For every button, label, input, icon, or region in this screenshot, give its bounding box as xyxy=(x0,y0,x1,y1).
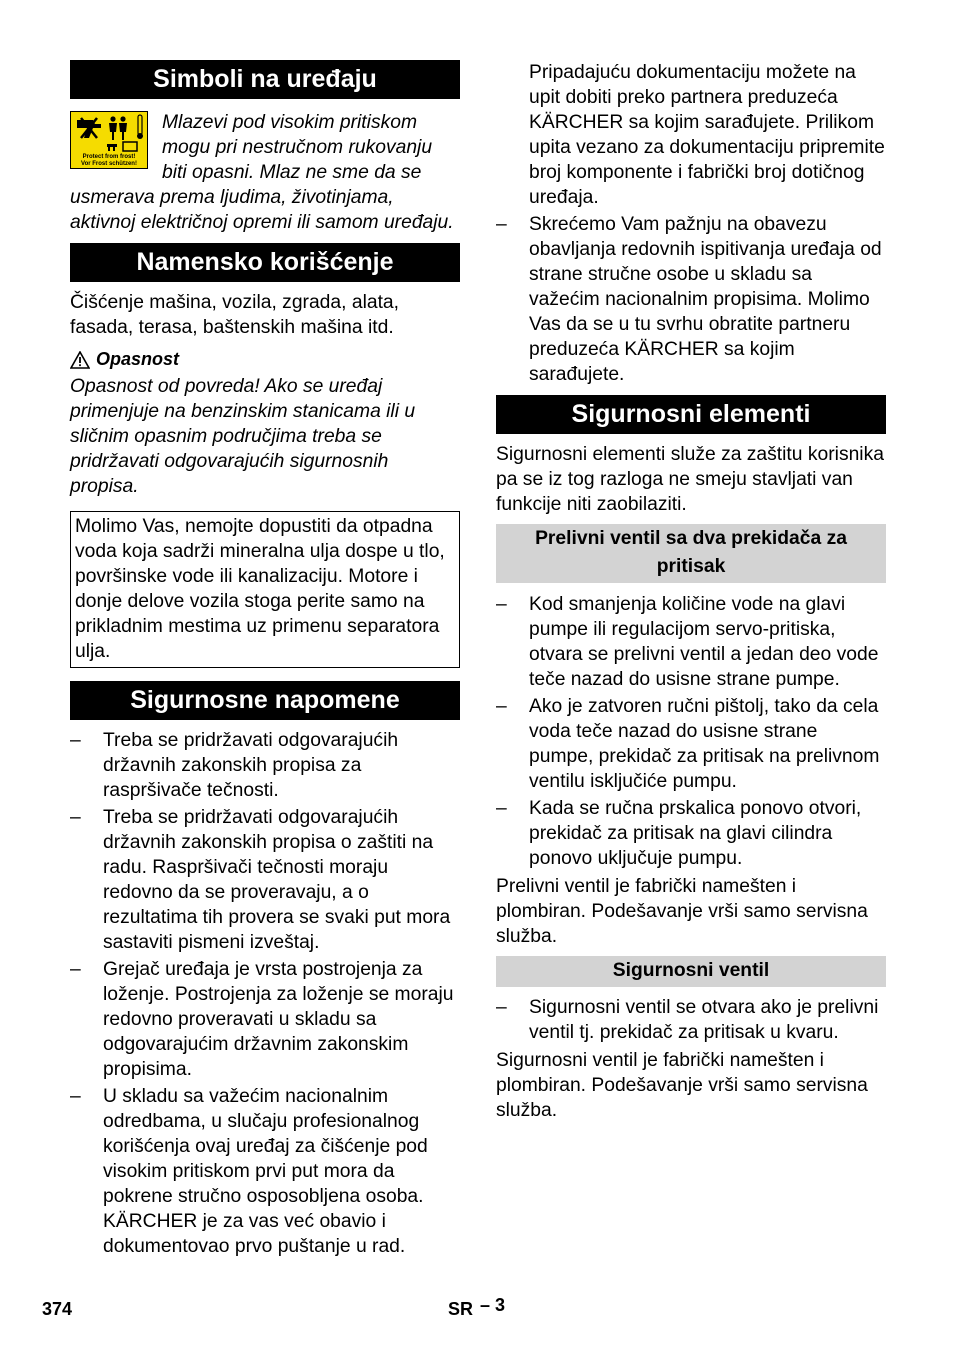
environment-note-box xyxy=(70,511,460,668)
list-item: – Kada se ručna prskalica ponovo otvori, prekidač za pritisak na glavi cilindra ponovo uključuje pumpu. xyxy=(496,798,862,869)
safety-elements-heading: Sigurnosni elementi xyxy=(496,395,886,434)
safety-valve-text: Sigurnosni ventil je fabrički namešten i plombiran. Podešavanje vrši samo servisna služba. xyxy=(496,1050,868,1121)
language-code: SR xyxy=(448,1299,474,1319)
safety-notes-heading: Sigurnosne napomene xyxy=(70,681,460,720)
safety-valve-heading: Sigurnosni ventil xyxy=(496,956,886,987)
symbols-text: Mlazevi pod visokim pritiskom mogu pri nestručnom rukovanju biti opasni. Mlaz ne sme da se usmerava prema ljudima, životinjama, aktivnoj električnoj opremi ili samom uređaju. xyxy=(70,112,454,233)
device-warning-sticker xyxy=(70,111,148,169)
danger-label-row xyxy=(70,347,460,372)
right-column xyxy=(496,60,886,1123)
footer-label xyxy=(448,1297,505,1322)
list-item: – U skladu sa važećim nacionalnim odredbama, u slučaju profesionalnog korišćenja ovaj uređaj za čišćenje pod visokim pritiskom prvi put mora da pokrene stručno osposobljena osoba. KÄRCHER je za vas već obavio i dokumentovao prvo puštanje u rad. xyxy=(70,1086,428,1257)
environment-note-text: Molimo Vas, nemojte dopustiti da otpadna voda koja sadrži mineralna ulja dospe u tlo, površinske vode ili kanalizaciju. Motore i donje delove vozila stoga perite samo na prikladnim mestima uz primenu separatora ulja. xyxy=(75,516,445,662)
sticker-text-2: Vor Frost schützen! xyxy=(81,161,137,167)
list-item: – Grejač uređaja je vrsta postrojenja za loženje. Postrojenja za loženje se moraju redovno proveravati u skladu sa odgovarajućim državnim zakonskim propisima. xyxy=(70,959,454,1080)
list-item: – Ako je zatvoren ručni pištolj, tako da cela voda teče nazad do usisne strane pumpe, prekidač za pritisak na prelivnom ventilu isključiće pumpu. xyxy=(496,696,880,792)
warning-triangle-icon xyxy=(70,351,90,369)
section-number: – 3 xyxy=(480,1295,506,1315)
page-number: 374 xyxy=(42,1299,73,1319)
sticker-text-1: Protect from frost! xyxy=(82,154,136,160)
intended-use-text: Čišćenje mašina, vozila, zgrada, alata, fasada, terasa, baštenskih mašina itd. xyxy=(70,292,400,338)
overflow-valve-text: Prelivni ventil je fabrički namešten i plombiran. Podešavanje vrši samo servisna služba. xyxy=(496,876,868,947)
safety-valve-list xyxy=(496,995,886,1045)
list-item: – Sigurnosni ventil se otvara ako je prelivni ventil tj. prekidač za pritisak u kvaru. xyxy=(496,997,879,1043)
left-column xyxy=(70,60,460,1259)
overflow-valve-heading: Prelivni ventil sa dva prekidača za pritisak xyxy=(496,524,886,583)
overflow-valve-list xyxy=(496,592,886,871)
documentation-text: Pripadajuću dokumentaciju možete na upit dobiti preko partnera preduzeća KÄRCHER sa kojim sarađujete. Prilikom upita vezano za dokumentaciju pripremite broj komponente i fabrički broj dotičnog uređaja. xyxy=(529,62,885,208)
danger-text: Opasnost od povreda! Ako se uređaj primenjuje na benzinskim stanicama ili u sličnim opasnim područjima treba se pridržavati odgovarajućih sigurnosnih propisa. xyxy=(70,376,416,497)
symbols-heading: Simboli na uređaju xyxy=(70,60,460,99)
list-item: – Kod smanjenja količine vode na glavi pumpe ili regulacijom servo-pritiska, otvara se prelivni ventil a jedan deo vode teče nazad do usisne strane pumpe. xyxy=(496,594,879,690)
intended-use-heading: Namensko korišćenje xyxy=(70,243,460,282)
list-item: – Treba se pridržavati odgovarajućih državnih zakonskih propisa o zaštiti na radu. Raspršivači tečnosti moraju redovno da se proveravaju, a o rezultatima tih provera se svaki put mora sastaviti pismeni izveštaj. xyxy=(70,807,451,953)
safety-notes-list xyxy=(70,728,460,1259)
list-item: – Treba se pridržavati odgovarajućih državnih zakonskih propisa za raspršivače tečnosti. xyxy=(70,730,399,801)
inspection-list xyxy=(496,212,886,387)
symbols-section xyxy=(70,110,460,235)
safety-elements-text: Sigurnosni elementi služe za zaštitu korisnika pa se iz tog razloga ne smeju stavljati van funkcije niti zaobilaziti. xyxy=(496,444,884,515)
list-item: – Skrećemo Vam pažnju na obavezu obavljanja redovnih ispitivanja uređaja od strane stručne osobe u skladu sa važećim nacionalnim propisima. Molimo Vas da se u tu svrhu obratite partneru preduzeća KÄRCHER sa kojim sarađujete. xyxy=(496,214,882,385)
danger-label: Opasnost xyxy=(96,349,180,369)
